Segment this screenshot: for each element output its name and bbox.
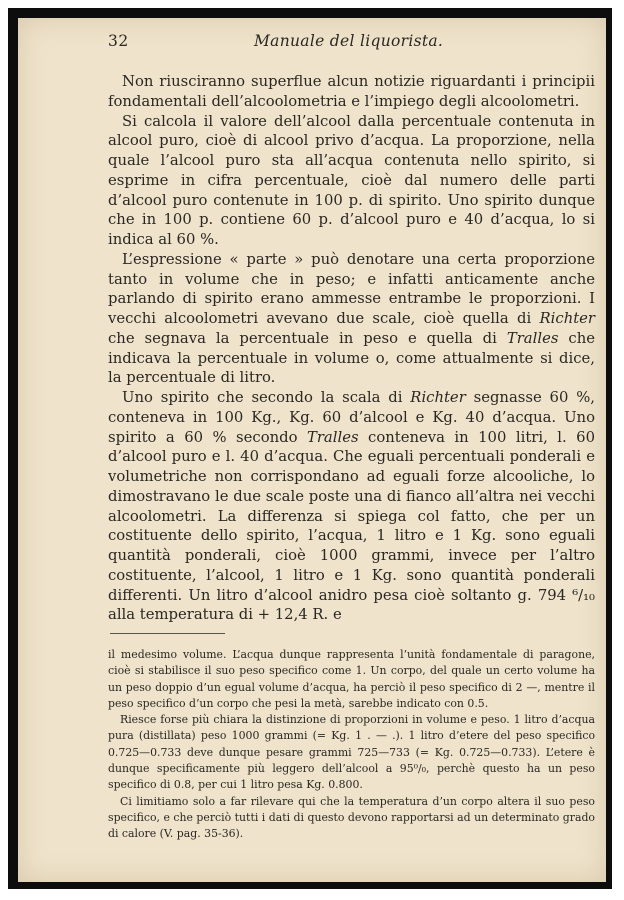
page-number: 32	[108, 32, 129, 50]
footnote-continuation: il medesimo volume. L’acqua dunque rappresenta l’unità fondamentale di paragone, cioè si stabilisce il suo peso specifico come 1. Un corpo, del quale un certo volume ha un peso doppio d’un egual volume d’acqua, ha perciò il peso specifico di 2 —, mentre il peso specifico d’un corpo che pesi la metà, sarebbe indicato con 0.5.	[108, 648, 595, 710]
richter-name: Richter	[410, 389, 466, 406]
paragraph-scales-text-2: segnasse 60 %, conteneva in 100 Kg., Kg. 60 d’alcool e Kg. 40 d’acqua. Uno spirito a 60 % secondo	[108, 389, 595, 446]
paragraph-scales-text-1: Uno spirito che secondo la scala di	[122, 389, 411, 406]
richter-name: Richter	[539, 310, 595, 327]
paragraph-proportion-text-2: che segnava la percentuale in peso e quella di	[108, 329, 507, 347]
paragraph-proportion	[108, 250, 595, 388]
tralles-name: Tralles	[506, 329, 559, 347]
paragraph-scales-text-3: conteneva in 100 litri, l. 60 d’alcool puro e l. 40 d’acqua. Che eguali percentuali ponderali e volumetriche non corrispondano ad eguali forze alcooliche, lo dimostravano le due scale poste una di fianco all’altra nei vecchi alcoolometri. La differenza si spiega col fatto, che per un costituente dello spirito, l’acqua, 1 litro e 1 Kg. sono eguali quantità ponderali, cioè 1000 grammi, invece per l’altro costituente, l’alcool, 1 litro e 1 Kg. sono quantità ponderali differenti. Un litro d’alcool anidro pesa cioè soltanto g. 794 ⁶/₁₀ alla temperatura di + 12,4 R. e	[108, 428, 595, 624]
paragraph-intro: Non riusciranno superflue alcun notizie riguardanti i principii fondamentali dell’alcoolometria e l’impiego degli alcoolometri.	[108, 73, 595, 110]
footnotes	[108, 647, 595, 843]
page-header	[108, 32, 608, 52]
paragraph-proportion-text-1: L’espressione « parte » può denotare una certa proporzione tanto in volume che in peso; e infatti anticamente anche parlando di spirito erano ammesse entrambe le proporzioni. I vecchi alcoolometri avevano due scale, cioè quella di	[108, 250, 595, 327]
running-title: Manuale del liquorista.	[254, 32, 444, 50]
footnote-volume-weight: Riesce forse più chiara la distinzione di proporzioni in volume e peso. 1 litro d’acqua pura (distillata) peso 1000 grammi (= Kg. 1 . — .). 1 litro d’etere del peso specifico 0.725—0.733 deve dunque pesare grammi 725—733 (= Kg. 0.725—0.733). L’etere è dunque specificamente più leggero dell’alcool a 95⁰/₀, perchè questo ha un peso specifico di 0.8, per cui 1 litro pesa Kg. 0.800.	[108, 713, 595, 792]
footnote-temperature: Ci limitiamo solo a far rilevare qui che la temperatura d’un corpo altera il suo peso specifico, e che perciò tutti i dati di questo devono rapportarsi ad un determinato grado di calore (V. pag. 35-36).	[108, 794, 595, 841]
footnote-divider	[110, 633, 225, 634]
main-text	[108, 72, 595, 625]
paragraph-alcohol-value: Si calcola il valore dell’alcool dalla percentuale contenuta in alcool puro, cioè di alcool privo d’acqua. La proporzione, nella quale l’alcool puro sta all’acqua contenuta nello spirito, si esprime in cifra percentuale, cioè dal numero delle parti d’alcool puro contenute in 100 p. di spirito. Uno spirito dunque che in 100 p. contiene 60 p. d’alcool puro e 40 d’acqua, lo si indica al 60 %.	[108, 112, 595, 248]
paragraph-proportion-text-3: che indicava la percentuale in volume o, come attualmente si dice, la percentuale di litro.	[108, 329, 595, 387]
tralles-name: Tralles	[306, 428, 359, 446]
paragraph-scales	[108, 388, 595, 625]
